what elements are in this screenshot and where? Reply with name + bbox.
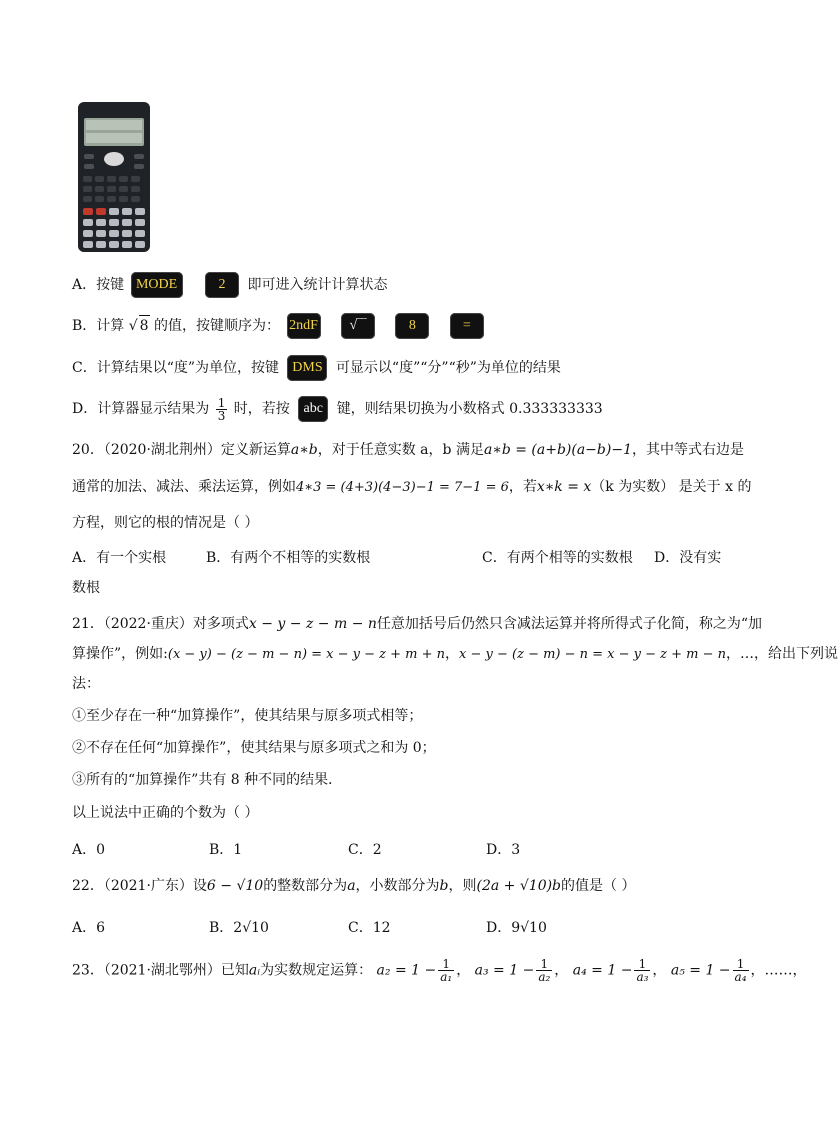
option-d-label: D．计算器显示结果为 [72,401,210,417]
q20-options [72,548,721,568]
mode-key: MODE [131,272,183,298]
q22-line-1: 22．（2021·广东）设6 − √10的整数部分为a，小数部分为b，则(2a + √10)b的值是（ ） [72,878,636,894]
q21-option-c: C．2 [348,842,382,858]
sqrt-8: √ 8 [129,318,150,334]
q20-line-1: 20．（2020·湖北荆州）定义新运算a∗b，对于任意实数 a，b 满足a∗b = (a+b)(a−b)−1，其中等式右边是 [72,442,744,458]
q22-option-a: A．6 [72,920,106,936]
option-c-text: 可显示以“度”“分”“秒”为单位的结果 [335,360,561,376]
q20-option-d: D．没有实 [654,550,722,566]
option-d-mid: 时，若按 [233,401,290,417]
q22-option-c: C．12 [348,920,391,936]
q21-option-d: D．3 [486,842,521,858]
option-c-line [72,355,561,381]
q21-option-b: B．1 [209,842,243,858]
q21-option-a: A．0 [72,842,106,858]
calculator-image [76,102,152,252]
q21-options [72,840,520,860]
q22-option-b: B．2√10 [209,920,269,936]
q21-line-2: 算操作”，例如:(x − y) − (z − m − n) = x − y − z + m + n，x − y − (z − m) − n = x − y − z + m − n，…，给出下列说 [72,646,838,662]
q21-question: 以上说法中正确的个数为（ ） [72,805,259,821]
q20-option-b: B．有两个不相等的实数根 [206,550,371,566]
q20-option-d-cont: 数根 [72,580,100,596]
2ndf-key: 2ndF [287,313,321,339]
q21-statement-3: ③所有的“加算操作”共有 8 种不同的结果． [72,772,343,788]
q20-line-3: 方程，则它的根的情况是（ ） [72,515,259,531]
q21-statement-2: ②不存在任何“加算操作”，使其结果与原多项式之和为 0； [72,740,436,756]
option-a-label: A．按键 [72,277,125,293]
option-b-line [72,313,488,339]
abc-fraction-key: abc [298,396,328,422]
q20-option-a: A．有一个实根 [72,550,167,566]
option-b-text: 的值，按键顺序为： [154,318,281,334]
dms-key: DMS [287,355,327,381]
q21-statement-1: ①至少存在一种“加算操作”，使其结果与原多项式相等； [72,708,423,724]
q21-line-3: 法： [72,676,100,692]
equals-key: = [450,313,484,339]
q22-options [72,918,547,938]
sqrt-key: √‾‾ [341,313,375,339]
q21-line-1: 21．（2022·重庆）对多项式x − y − z − m − n任意加括号后仍然只含减法运算并将所得式子化简，称之为“加 [72,616,763,632]
fraction-one-third: $\frac{1}{3}$ [217,395,226,423]
option-a-line [72,272,387,298]
option-b-label: B．计算 [72,318,125,334]
q23-line-1: 23．（2021·湖北鄂州）已知aᵢ为实数规定运算： a₂ = 1 − $\frac{1}{\text{a₁}}$ ， a₃ = 1 − $\frac{1}{\text{a₂}}$ ， a₄ = 1 − $\frac{1}{\text{a₃}}$ ， a₅ = 1 − $\frac{1}{\text{a₄}}$ ，……， [72,957,807,984]
option-d-text: 键，则结果切换为小数格式 0.333333333 [336,401,603,417]
key-8: 8 [395,313,429,339]
option-d-line [72,396,603,422]
q22-option-d: D．9√10 [486,920,547,936]
q20-line-2: 通常的加法、减法、乘法运算，例如4∗3 = (4+3)(4−3)−1 = 7−1 = 6，若x∗k = x（k 为实数） 是关于 x 的 [72,479,752,495]
q20-option-c: C．有两个相等的实数根 [482,550,633,566]
key-2: 2 [205,272,239,298]
option-c-label: C．计算结果以“度”为单位，按键 [72,360,280,376]
option-a-text: 即可进入统计计算状态 [247,277,388,293]
